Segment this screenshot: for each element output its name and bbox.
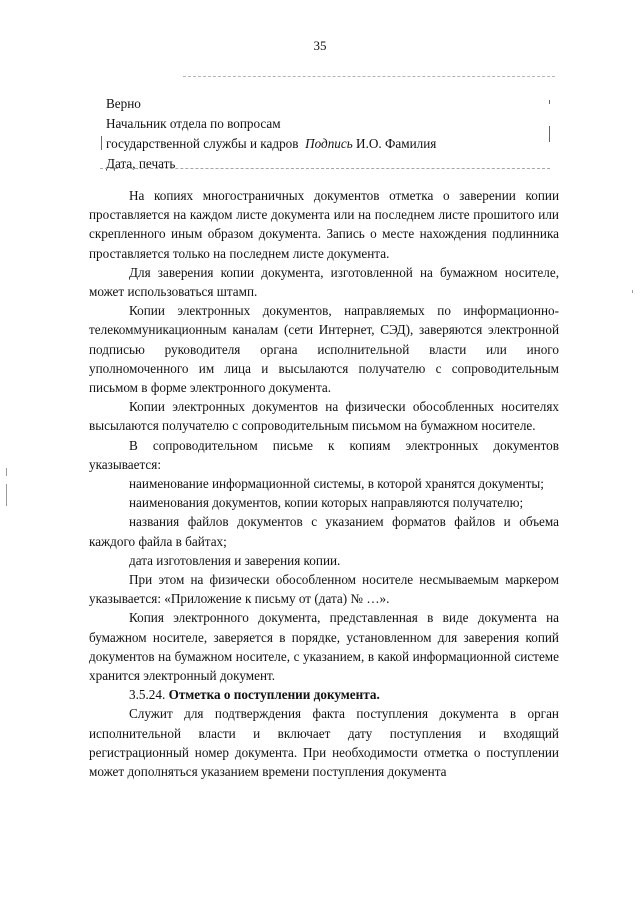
sample-line-position: Начальник отдела по вопросам (106, 116, 281, 131)
certification-sample (106, 94, 546, 174)
right-bracket-mark-small (549, 100, 550, 104)
list-item: наименование информационной системы, в которой хранятся документы; (129, 476, 544, 492)
paragraph: Копия электронного документа, представленная в виде документа на бумажном носителе, заверяется в порядке, установленном для заверения копий документов на бумажном носителе, с указанием, в какой информационной системе хранится электронный документ. (89, 610, 559, 684)
paragraph: При этом на физически обособленном носителе несмываемым маркером указывается: «Приложение к письму от (дата) № …». (89, 572, 559, 607)
sample-line-verno: Верно (106, 96, 141, 111)
paragraph: Для заверения копии документа, изготовленной на бумажном носителе, может использоваться штамп. (89, 264, 559, 300)
list-item: дата изготовления и заверения копии. (129, 552, 341, 568)
sample-line-signature (106, 134, 546, 154)
page-number: 35 (313, 38, 327, 53)
left-bracket-mark (101, 136, 102, 150)
sample-underline (100, 168, 550, 169)
scan-mark (632, 290, 633, 293)
section-number: 3.5.24. (129, 687, 166, 703)
scan-mark (6, 484, 7, 506)
paragraph: На копиях многостраничных документов отметка о заверении копии проставляется на каждом листе документа или на последнем листе прошитого или скрепленного иным образом документа. Запись о месте нахождения подлинника проставляется только на последнем листе документа. (89, 188, 559, 261)
scan-mark (6, 468, 7, 476)
list-item: наименования документов, копии которых направляются получателю; (129, 495, 524, 511)
paragraph: Служит для подтверждения факта поступления документа в орган исполнительной власти и включает дату поступления и входящий регистрационный номер документа. При необходимости отметка о поступлении может дополняться указанием времени поступления документа (89, 706, 559, 780)
body-text (89, 186, 559, 781)
sample-name: И.О. Фамилия (356, 136, 437, 151)
paragraph: Копии электронных документов на физически обособленных носителях высылаются получателю с сопроводительным письмом на бумажном носителе. (89, 399, 559, 434)
sample-department: государственной службы и кадров (106, 136, 299, 151)
section-heading (89, 685, 559, 704)
sample-line-date: Дата, печать (106, 156, 176, 171)
section-title: Отметка о поступлении документа. (168, 687, 380, 703)
paragraph: В сопроводительном письме к копиям электронных документов указывается: (89, 437, 559, 472)
paragraph: Копии электронных документов, направляемых по информационно-телекоммуникационным каналам (сети Интернет, СЭД), заверяются электронной подписью руководителя органа исполнительной власти или иного уполномоченного им лица и высылаются получателю с сопроводительным письмом в форме электронного документа. (89, 303, 559, 396)
top-divider (183, 76, 555, 77)
list-item: названия файлов документов с указанием форматов файлов и объема каждого файла в байтах; (89, 514, 559, 549)
right-bracket-mark (549, 126, 550, 142)
sample-signature-label: Подпись (305, 136, 353, 151)
